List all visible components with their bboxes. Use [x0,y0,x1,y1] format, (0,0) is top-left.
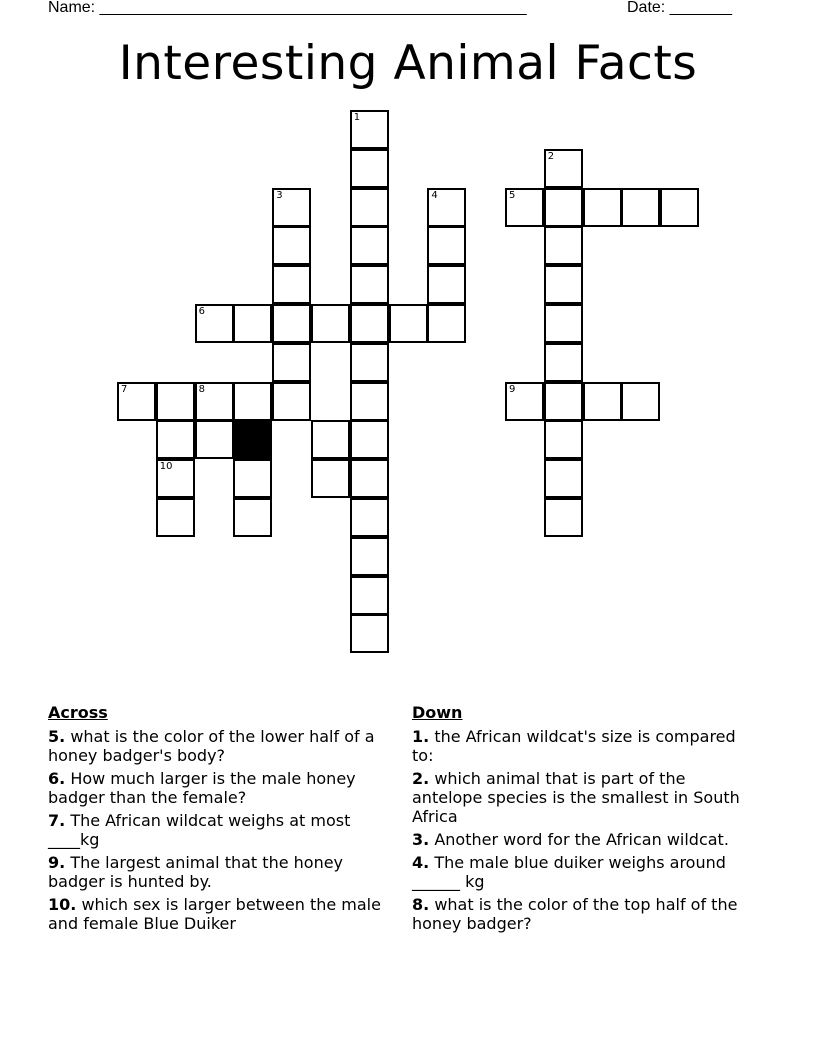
across-clue [48,769,388,807]
crossword-cell[interactable] [311,459,350,498]
clue-text: Another word for the African wildcat. [434,830,729,849]
clue-number-label: 9 [509,383,516,395]
crossword-cell[interactable] [505,382,544,421]
down-clue [412,853,757,891]
crossword-cell[interactable] [350,226,389,265]
clue-number: 7. [48,811,66,830]
across-clues [48,703,388,937]
crossword-cell[interactable] [350,537,389,576]
crossword-cell[interactable] [117,382,156,421]
crossword-cell[interactable] [544,226,583,265]
crossword-cell[interactable] [427,226,466,265]
crossword-cell[interactable] [427,265,466,304]
across-clue [48,853,388,891]
clue-number: 5. [48,727,66,746]
clue-number: 10. [48,895,77,914]
crossword-cell[interactable] [272,188,311,227]
crossword-cell[interactable] [350,576,389,615]
crossword-cell[interactable] [156,420,195,459]
clue-text: which sex is larger between the male and female Blue Duiker [48,895,381,933]
crossword-cell[interactable] [195,382,234,421]
name-field-label: Name: ________________________________________________ [48,0,527,16]
clue-number-label: 7 [121,383,128,395]
clue-text: How much larger is the male honey badger than the female? [48,769,356,807]
clue-number: 2. [412,769,430,788]
clue-text: what is the color of the top half of the honey badger? [412,895,738,933]
clue-number-label: 1 [353,112,361,123]
crossword-cell[interactable] [350,149,389,188]
crossword-cell[interactable] [583,188,622,227]
crossword-cell[interactable] [621,188,660,227]
crossword-cell[interactable] [233,498,272,537]
crossword-cell[interactable] [195,420,234,459]
crossword-cell[interactable] [350,265,389,304]
crossword-cell[interactable] [233,304,272,343]
clue-number: 6. [48,769,66,788]
page-title: Interesting Animal Facts [118,36,698,91]
crossword-cell[interactable] [544,304,583,343]
crossword-cell[interactable] [350,420,389,459]
clue-text: the African wildcat's size is compared to: [412,727,736,765]
clue-number: 4. [412,853,430,872]
crossword-cell[interactable] [350,110,389,149]
crossword-cell[interactable] [389,304,428,343]
crossword-cell[interactable] [505,188,544,227]
clue-text: The African wildcat weighs at most ____kg [48,811,351,849]
across-clue [48,727,388,765]
across-clue [48,895,388,933]
down-heading: Down [412,703,463,722]
clue-text: what is the color of the lower half of a honey badger's body? [48,727,375,765]
crossword-cell[interactable] [156,498,195,537]
across-clue [48,811,388,849]
crossword-cell[interactable] [350,459,389,498]
crossword-cell[interactable] [427,188,466,227]
crossword-cell[interactable] [544,188,583,227]
crossword-cell[interactable] [350,614,389,653]
crossword-cell[interactable] [544,149,583,188]
crossword-cell[interactable] [427,304,466,343]
crossword-cell[interactable] [621,382,660,421]
clue-number: 3. [412,830,430,849]
crossword-cell[interactable] [544,343,583,382]
clue-number-label: 2 [547,150,555,162]
crossword-cell[interactable] [350,382,389,421]
crossword-cell[interactable] [544,382,583,421]
down-clue [412,830,757,849]
crossword-cell[interactable] [544,498,583,537]
crossword-cell[interactable] [311,304,350,343]
crossword-cell[interactable] [311,420,350,459]
clue-text: The largest animal that the honey badger is hunted by. [48,853,344,891]
crossword-cell[interactable] [544,265,583,304]
crossword-cell[interactable] [272,382,311,421]
clue-number: 1. [412,727,430,746]
down-clue [412,895,757,933]
crossword-cell[interactable] [272,226,311,265]
down-clues [412,703,757,937]
down-clue [412,769,757,826]
crossword-cell[interactable] [272,304,311,343]
crossword-cell[interactable] [350,304,389,343]
crossword-cell[interactable] [233,382,272,421]
crossword-cell[interactable] [544,420,583,459]
crossword-cell[interactable] [660,188,699,227]
clue-number: 8. [412,895,430,914]
clue-number-label: 4 [431,189,438,201]
clue-number-label: 5 [509,189,516,201]
crossword-cell[interactable] [350,343,389,382]
crossword-cell[interactable] [272,343,311,382]
crossword-cell[interactable] [350,498,389,537]
clue-text: The male blue duiker weighs around ______ kg [412,853,726,891]
crossword-cell[interactable] [233,459,272,498]
crossword-black-cell [233,420,272,459]
crossword-cell[interactable] [583,382,622,421]
crossword-cell[interactable] [272,265,311,304]
down-clue [412,727,757,765]
clue-text: which animal that is part of the antelope species is the smallest in South Africa [412,769,740,826]
clue-number-label: 8 [198,383,205,395]
date-field-label: Date: _______ [627,0,732,16]
clue-number: 9. [48,853,66,872]
clue-number-label: 3 [276,189,283,201]
clue-number-label: 6 [198,306,205,317]
crossword-cell[interactable] [156,382,195,421]
crossword-cell[interactable] [195,304,234,343]
crossword-cell[interactable] [544,459,583,498]
clue-number-label: 10 [159,461,173,473]
crossword-cell[interactable] [350,188,389,227]
across-heading: Across [48,703,108,722]
crossword-cell[interactable] [156,459,195,498]
